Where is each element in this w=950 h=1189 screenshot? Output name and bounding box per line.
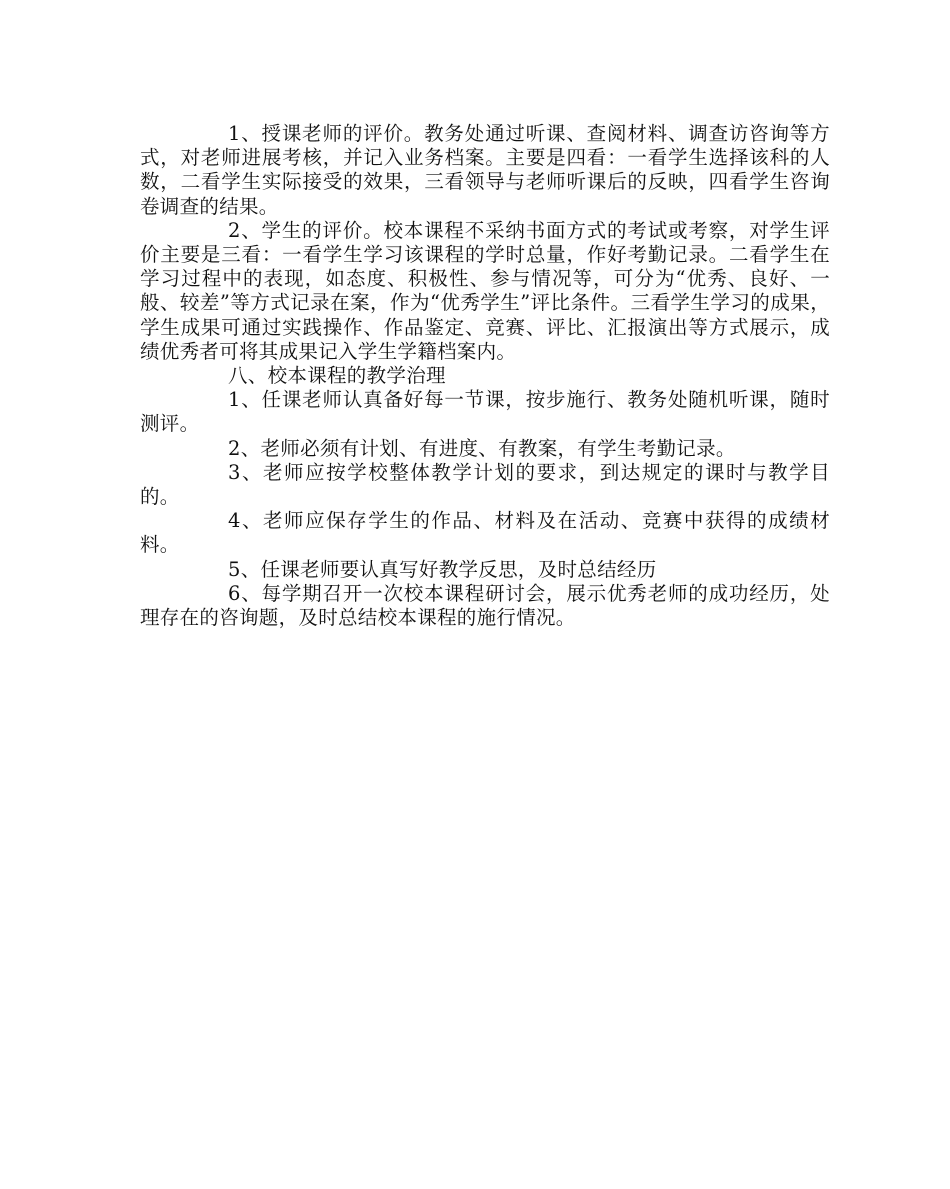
paragraph-item-2: 2、老师必须有计划、有进度、有教案，有学生考勤记录。: [228, 436, 736, 460]
paragraph-teacher-evaluation: 1、授课老师的评价。教务处通过听课、查阅材料、调查访咨询等方式，对老师进展考核，并记入业务档案。主要是四看：一看学生选择该科的人数，二看学生实际接受的效果，三看领导与老师听课后的反映，四看学生咨询卷调查的结果。: [140, 122, 830, 218]
paragraph-student-evaluation: 2、学生的评价。校本课程不采纳书面方式的考试或考察，对学生评价主要是三看：一看学生学习该课程的学时总量，作好考勤记录。二看学生在学习过程中的表现，如态度、积极性、参与情况等，可分为“优秀、良好、一般、较差”等方式记录在案，作为“优秀学生”评比条件。三看学生学习的成果，学生成果可通过实践操作、作品鉴定、竞赛、评比、汇报演出等方式展示，成绩优秀者可将其成果记入学生学籍档案内。: [140, 218, 830, 363]
paragraph-item-3: 3、老师应按学校整体教学计划的要求，到达规定的课时与教学目的。: [140, 460, 830, 509]
paragraph-item-6: 6、每学期召开一次校本课程研讨会，展示优秀老师的成功经历，处理存在的咨询题，及时总结校本课程的施行情况。: [140, 581, 830, 630]
section-heading-teaching-management: 八、校本课程的教学治理: [228, 364, 446, 388]
paragraph-item-1: 1、任课老师认真备好每一节课，按步施行、教务处随机听课，随时测评。: [140, 388, 830, 436]
paragraph-item-5: 5、任课老师要认真写好教学反思，及时总结经历: [228, 557, 657, 581]
paragraph-item-4: 4、老师应保存学生的作品、材料及在活动、竞赛中获得的成绩材料。: [140, 509, 830, 557]
document-body: [140, 122, 830, 630]
